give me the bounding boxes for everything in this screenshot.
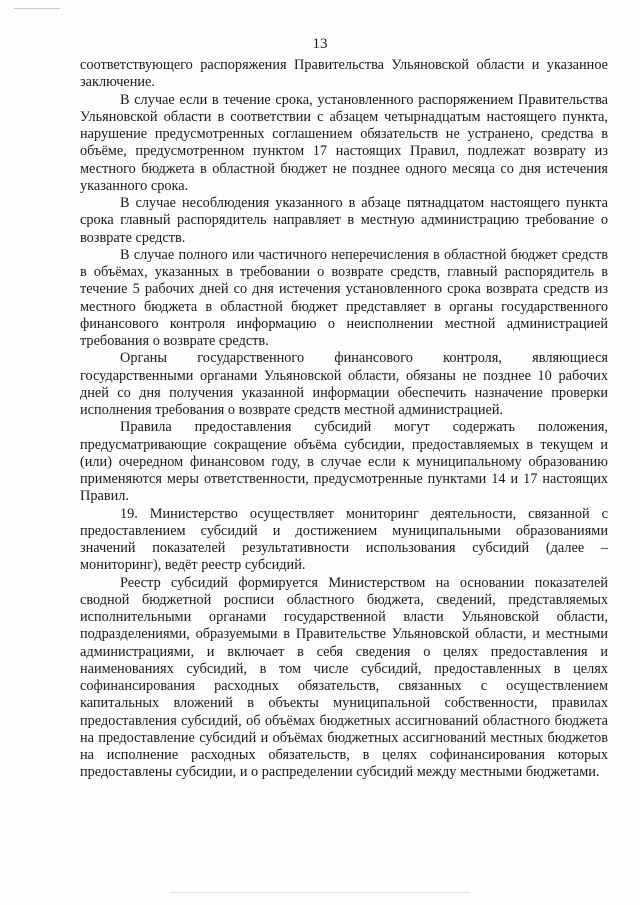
paragraph-item-19: 19. Министерство осуществляет мониторинг деятельности, связанной с предоставлением субсидий и достижением муниципальными образованиями значений показателей результативности использования субсидий (далее – мониторинг), ведёт реестр субсидий.: [80, 505, 608, 574]
paragraph: Правила предоставления субсидий могут содержать положения, предусматривающие сокращение объёма субсидии, предоставляемых в текущем и (или) очередном финансовом году, в случае если к муниципальному образованию применяются меры ответственности, предусмотренные пунктами 14 и 17 настоящих Правил.: [80, 419, 608, 505]
paragraph: В случае полного или частичного неперечисления в областной бюджет средств в объёмах, указанных в требовании о возврате средств, главный распорядитель в течение 5 рабочих дней со дня истечения установленного срока возврата средств из местного бюджета в областной бюджет представляет в органы государственного финансового контроля информацию о неисполнении местной администрацией требования о возврате средств.: [80, 246, 608, 349]
paragraph-continuation: соответствующего распоряжения Правительства Ульяновской области и указанное заключение.: [80, 57, 608, 91]
paragraph: Реестр субсидий формируется Министерством на основании показателей сводной бюджетной росписи областного бюджета, сведений, представляемых исполнительными органами государственной власти Ульяновской области, подразделениями, образуемыми в Правительстве Ульяновской области, и местными администрациями, и включает в себя сведения о целях предоставления и наименованиях субсидий, в том числе субсидий, предоставленных в целях софинансирования расходных обязательств, связанных с осуществлением капитальных вложений в объекты муниципальной собственности, правилах предоставления субсидий, об объёмах бюджетных ассигнований областного бюджета на предоставление субсидий и объёмах бюджетных ассигнований местных бюджетов на исполнение расходных обязательств, в целях софинансирования которых предоставлены субсидии, и о распределении субсидий между местными бюджетами.: [80, 574, 608, 781]
document-body: [80, 57, 608, 782]
scan-artifact: [14, 8, 60, 9]
scan-artifact: [170, 892, 470, 893]
paragraph: В случае если в течение срока, установленного распоряжением Правительства Ульяновской области в соответствии с абзацем четырнадцатым настоящего пункта, нарушение предусмотренных соглашением обязательств не устранено, средства в объёме, предусмотренном пунктом 17 настоящих Правил, подлежат возврату из местного бюджета в областной бюджет не позднее одного месяца со дня истечения указанного срока.: [80, 91, 608, 194]
page-number: 13: [312, 36, 328, 52]
paragraph: В случае несоблюдения указанного в абзаце пятнадцатом настоящего пункта срока главный распорядитель направляет в местную администрацию требование о возврате средств.: [80, 195, 608, 246]
paragraph: Органы государственного финансового контроля, являющиеся государственными органами Ульяновской области, обязаны не позднее 10 рабочих дней со дня получения указанной информации обеспечить назначение проверки исполнения требования о возврате средств местной администрацией.: [80, 350, 608, 418]
